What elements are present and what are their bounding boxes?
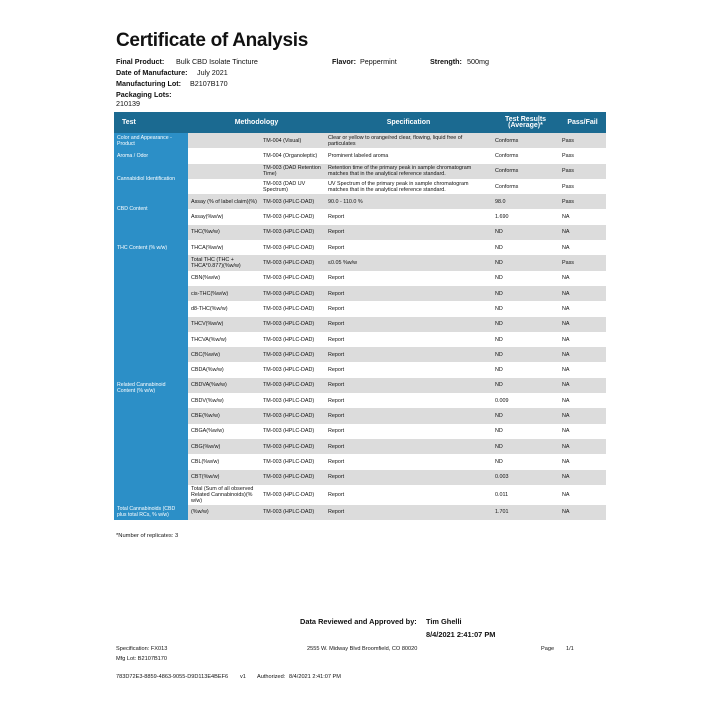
analyte-cell: Total (Sum of all observed Related Cannabinoids)(% w/w) — [188, 485, 260, 505]
method-cell: TM-004 (Organoleptic) — [260, 148, 325, 163]
pass-fail-cell: Pass — [559, 194, 606, 209]
pass-fail-cell: NA — [559, 332, 606, 347]
method-cell: TM-003 (HPLC-DAD) — [260, 347, 325, 362]
analyte-cell — [188, 133, 260, 148]
pass-fail-cell: NA — [559, 362, 606, 377]
method-cell: TM-003 (HPLC-DAD) — [260, 408, 325, 423]
analyte-cell — [188, 148, 260, 163]
result-cell: ND — [492, 317, 559, 332]
flavor-label: Flavor: — [332, 57, 356, 66]
footer-doc-id: 783D72E3-8859-4863-9055-D9D113E4BEF6 — [116, 674, 229, 680]
result-cell: Conforms — [492, 179, 559, 194]
method-cell: TM-003 (HPLC-DAD) — [260, 240, 325, 255]
method-cell: TM-003 (HPLC-DAD) — [260, 194, 325, 209]
table-body — [114, 133, 606, 520]
pass-fail-cell: Pass — [559, 148, 606, 163]
result-cell: Conforms — [492, 164, 559, 179]
analyte-cell: THCV(%w/w) — [188, 317, 260, 332]
analyte-cell — [188, 164, 260, 179]
pack-lots-label: Packaging Lots: — [116, 90, 172, 99]
analyte-cell: THC(%w/w) — [188, 225, 260, 240]
specification-cell: Report — [325, 240, 492, 255]
specification-cell: Report — [325, 225, 492, 240]
pass-fail-cell: Pass — [559, 133, 606, 148]
header-specification: Specification — [325, 112, 492, 133]
approval-datetime: 8/4/2021 2:41:07 PM — [426, 630, 496, 639]
method-cell: TM-004 (Visual) — [260, 133, 325, 148]
table-row — [114, 179, 606, 194]
result-cell: ND — [492, 378, 559, 393]
method-cell: TM-003 (HPLC-DAD) — [260, 332, 325, 347]
result-cell: ND — [492, 332, 559, 347]
method-cell: TM-003 (HPLC-DAD) — [260, 378, 325, 393]
header-test: Test — [114, 112, 188, 133]
result-cell: ND — [492, 439, 559, 454]
pass-fail-cell: Pass — [559, 255, 606, 270]
specification-cell: Report — [325, 393, 492, 408]
analyte-cell: cis-THC(%w/w) — [188, 286, 260, 301]
specification-cell: Report — [325, 347, 492, 362]
pass-fail-cell: NA — [559, 485, 606, 505]
footer-page-label: Page — [541, 646, 555, 652]
pass-fail-cell: NA — [559, 301, 606, 316]
final-product-value: Bulk CBD Isolate Tincture — [176, 57, 258, 66]
pass-fail-cell: NA — [559, 317, 606, 332]
mfg-lot-label: Manufacturing Lot: — [116, 79, 182, 88]
result-cell: ND — [492, 424, 559, 439]
result-cell: ND — [492, 362, 559, 377]
specification-cell: Report — [325, 317, 492, 332]
method-cell: TM-003 (HPLC-DAD) — [260, 362, 325, 377]
test-group-cell: CBD Content — [114, 194, 188, 225]
table-row — [114, 439, 606, 454]
result-cell: Conforms — [492, 133, 559, 148]
analyte-cell: Assay(%w/w) — [188, 209, 260, 224]
results-table — [114, 112, 606, 520]
analyte-cell: CBDVA(%w/w) — [188, 378, 260, 393]
table-row — [114, 133, 606, 148]
method-cell: TM-003 (DAD UV Spectrum) — [260, 179, 325, 194]
method-cell: TM-003 (HPLC-DAD) — [260, 271, 325, 286]
analyte-cell: CBN(%w/w) — [188, 271, 260, 286]
specification-cell: Report — [325, 378, 492, 393]
specification-cell: Report — [325, 286, 492, 301]
specification-cell: Report — [325, 209, 492, 224]
test-group-cell: Color and Appearance - Product — [114, 133, 188, 148]
pass-fail-cell: NA — [559, 271, 606, 286]
test-group-cell: Aroma / Odor — [114, 148, 188, 163]
final-product-label: Final Product: — [116, 57, 165, 66]
analyte-cell: CBT(%w/w) — [188, 470, 260, 485]
method-cell: TM-003 (HPLC-DAD) — [260, 209, 325, 224]
table-row — [114, 393, 606, 408]
flavor-value: Peppermint — [360, 57, 397, 66]
result-cell: 1.690 — [492, 209, 559, 224]
result-cell: Conforms — [492, 148, 559, 163]
method-cell: TM-003 (HPLC-DAD) — [260, 286, 325, 301]
test-group-cell: Total Cannabinoids (CBD plus total RCs, % w/w) — [114, 505, 188, 520]
table-row — [114, 485, 606, 505]
result-cell: ND — [492, 454, 559, 469]
method-cell: TM-003 (HPLC-DAD) — [260, 225, 325, 240]
table-header-row — [114, 112, 606, 133]
analyte-cell: CBDV(%w/w) — [188, 393, 260, 408]
table-row — [114, 424, 606, 439]
method-cell: TM-003 (HPLC-DAD) — [260, 505, 325, 520]
table-row — [114, 362, 606, 377]
table-row — [114, 164, 606, 179]
analyte-cell — [188, 179, 260, 194]
table-row — [114, 255, 606, 270]
analyte-cell: THCA(%w/w) — [188, 240, 260, 255]
result-cell: ND — [492, 347, 559, 362]
specification-cell: Retention time of the primary peak in sample chromatogram matches that in the analytical reference standard. — [325, 164, 492, 179]
pass-fail-cell: NA — [559, 454, 606, 469]
table-row — [114, 225, 606, 240]
table-row — [114, 240, 606, 255]
footer-authorized-value: 8/4/2021 2:41:07 PM — [289, 674, 341, 680]
method-cell: TM-003 (HPLC-DAD) — [260, 454, 325, 469]
specification-cell: Report — [325, 362, 492, 377]
specification-cell: Report — [325, 485, 492, 505]
result-cell: ND — [492, 408, 559, 423]
result-cell: ND — [492, 240, 559, 255]
result-cell: 98.0 — [492, 194, 559, 209]
specification-cell: Clear or yellow to orange/red clear, flowing, liquid free of particulates — [325, 133, 492, 148]
result-cell: ND — [492, 286, 559, 301]
result-cell: ND — [492, 225, 559, 240]
footer-mfg-lot: Mfg Lot: B2107B170 — [116, 656, 168, 662]
method-cell: TM-003 (HPLC-DAD) — [260, 485, 325, 505]
approval-label: Data Reviewed and Approved by: — [300, 617, 417, 626]
analyte-cell: CBGA(%w/w) — [188, 424, 260, 439]
specification-cell: Report — [325, 301, 492, 316]
pass-fail-cell: NA — [559, 225, 606, 240]
table-row — [114, 408, 606, 423]
method-cell: TM-003 (HPLC-DAD) — [260, 470, 325, 485]
table-row — [114, 148, 606, 163]
analyte-cell: Assay (% of label claim)(%) — [188, 194, 260, 209]
method-cell: TM-003 (DAD Retention Time) — [260, 164, 325, 179]
footer-specification: Specification: FX013 — [116, 646, 168, 652]
specification-cell: Report — [325, 454, 492, 469]
test-group-cell: THC Content (% w/w) — [114, 225, 188, 271]
footer-version: v1 — [240, 674, 246, 680]
test-group-cell: Related Cannabinoid Content (% w/w) — [114, 271, 188, 505]
pass-fail-cell: NA — [559, 209, 606, 224]
table-row — [114, 470, 606, 485]
specification-cell: Report — [325, 332, 492, 347]
table-row — [114, 454, 606, 469]
specification-cell: Report — [325, 505, 492, 520]
method-cell: TM-003 (HPLC-DAD) — [260, 393, 325, 408]
table-row — [114, 317, 606, 332]
table-row — [114, 301, 606, 316]
table-row — [114, 209, 606, 224]
pass-fail-cell: NA — [559, 424, 606, 439]
specification-cell: Report — [325, 439, 492, 454]
strength-value: 500mg — [467, 57, 489, 66]
specification-cell: Report — [325, 271, 492, 286]
header-pass-fail: Pass/Fail — [559, 112, 606, 133]
table-row — [114, 286, 606, 301]
pass-fail-cell: Pass — [559, 179, 606, 194]
pass-fail-cell: NA — [559, 286, 606, 301]
analyte-cell: Total THC (THC + THCA*0.877)(%w/w) — [188, 255, 260, 270]
result-cell: ND — [492, 255, 559, 270]
result-cell: 0.009 — [492, 393, 559, 408]
analyte-cell: CBC(%w/w) — [188, 347, 260, 362]
page-title: Certificate of Analysis — [116, 30, 308, 51]
pass-fail-cell: NA — [559, 439, 606, 454]
table-row — [114, 332, 606, 347]
specification-cell: 90.0 - 110.0 % — [325, 194, 492, 209]
result-cell: 0.003 — [492, 470, 559, 485]
approver-name: Tim Ghelli — [426, 617, 462, 626]
specification-cell: Report — [325, 424, 492, 439]
table-row — [114, 347, 606, 362]
header-methodology: Methodology — [188, 112, 325, 133]
method-cell: TM-003 (HPLC-DAD) — [260, 439, 325, 454]
analyte-cell: d8-THC(%w/w) — [188, 301, 260, 316]
mfg-date-label: Date of Manufacture: — [116, 68, 188, 77]
mfg-lot-value: B2107B170 — [190, 79, 228, 88]
analyte-cell: CBDA(%w/w) — [188, 362, 260, 377]
test-group-cell: Cannabidiol Identification — [114, 164, 188, 195]
replicates-note: *Number of replicates: 3 — [116, 533, 179, 539]
mfg-date-value: July 2021 — [197, 68, 228, 77]
strength-label: Strength: — [430, 57, 462, 66]
pass-fail-cell: NA — [559, 347, 606, 362]
pack-lots-value: 210139 — [116, 99, 140, 108]
method-cell: TM-003 (HPLC-DAD) — [260, 317, 325, 332]
result-cell: ND — [492, 301, 559, 316]
footer-authorized-label: Authorized: — [257, 674, 286, 680]
method-cell: TM-003 (HPLC-DAD) — [260, 301, 325, 316]
analyte-cell: (%w/w) — [188, 505, 260, 520]
table-row — [114, 271, 606, 286]
specification-cell: UV Spectrum of the primary peak in sample chromatogram matches that in the analytical reference standard. — [325, 179, 492, 194]
pass-fail-cell: NA — [559, 470, 606, 485]
result-cell: 1.701 — [492, 505, 559, 520]
analyte-cell: THCVA(%w/w) — [188, 332, 260, 347]
table-row — [114, 505, 606, 520]
specification-cell: ≤0.05 %w/w — [325, 255, 492, 270]
table-row — [114, 378, 606, 393]
footer-address: 2555 W. Midway Blvd Broomfield, CO 80020 — [307, 646, 418, 652]
pass-fail-cell: NA — [559, 378, 606, 393]
pass-fail-cell: NA — [559, 505, 606, 520]
pass-fail-cell: NA — [559, 240, 606, 255]
table-row — [114, 194, 606, 209]
method-cell: TM-003 (HPLC-DAD) — [260, 255, 325, 270]
result-cell: ND — [492, 271, 559, 286]
pass-fail-cell: NA — [559, 408, 606, 423]
analyte-cell: CBE(%w/w) — [188, 408, 260, 423]
method-cell: TM-003 (HPLC-DAD) — [260, 424, 325, 439]
pass-fail-cell: Pass — [559, 164, 606, 179]
analyte-cell: CBL(%w/w) — [188, 454, 260, 469]
analyte-cell: CBG(%w/w) — [188, 439, 260, 454]
header-results: Test Results (Average)* — [492, 112, 559, 133]
specification-cell: Report — [325, 470, 492, 485]
pass-fail-cell: NA — [559, 393, 606, 408]
specification-cell: Report — [325, 408, 492, 423]
result-cell: 0.011 — [492, 485, 559, 505]
specification-cell: Prominent labeled aroma — [325, 148, 492, 163]
footer-page-value: 1/1 — [566, 646, 574, 652]
